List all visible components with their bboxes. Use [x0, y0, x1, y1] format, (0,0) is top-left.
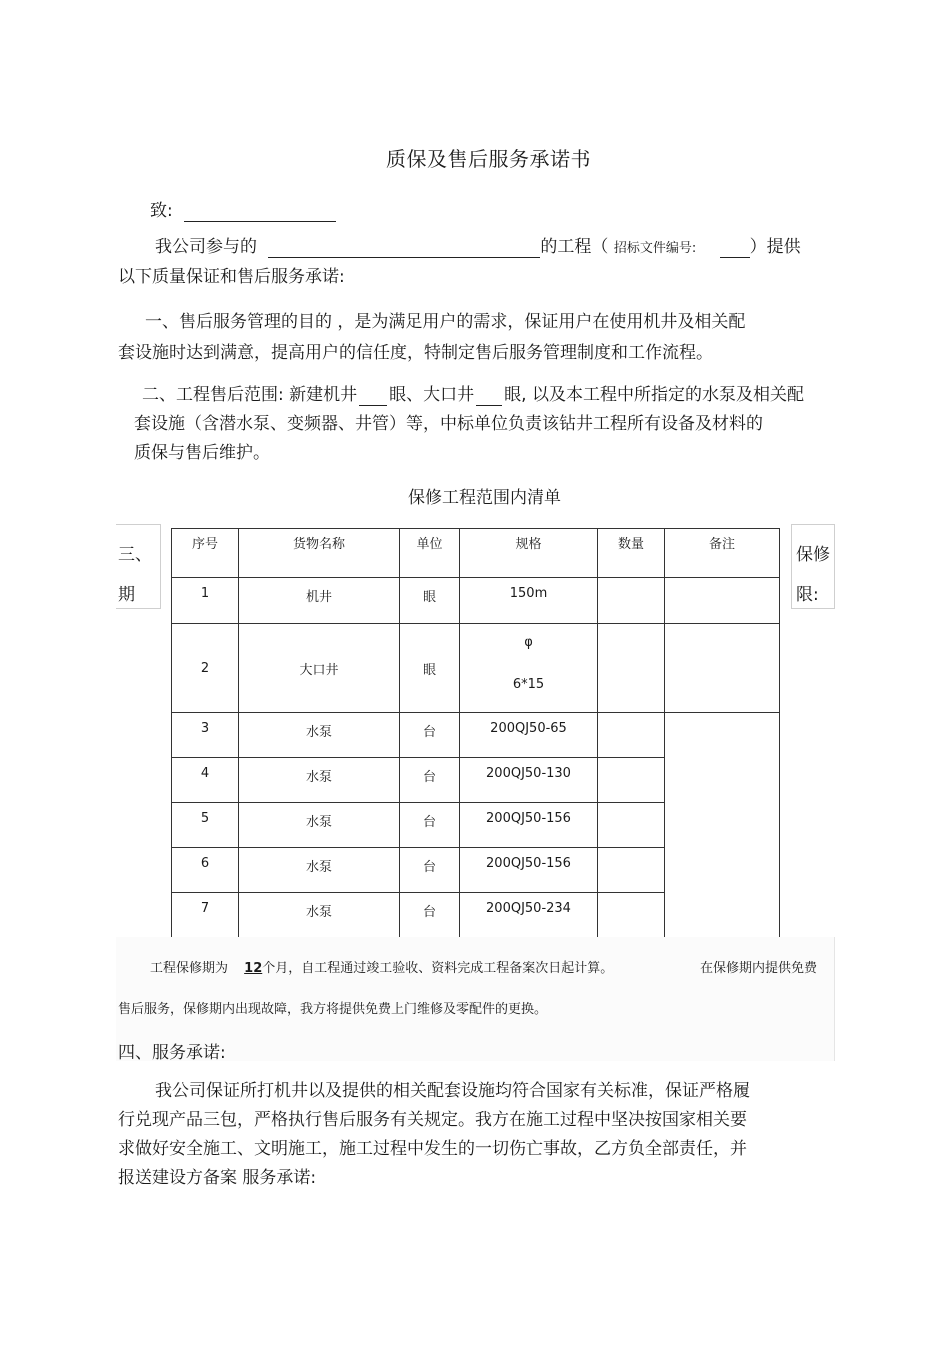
section4-line-3: 求做好安全施工、文明施工，施工过程中发生的一切伤亡事故，乙方负全部责任，并: [118, 1139, 747, 1159]
cell-name: 水泵: [239, 713, 400, 758]
warranty-months: 12: [244, 961, 263, 976]
cell-qty[interactable]: [598, 624, 665, 713]
cell-unit: 眼: [400, 578, 460, 624]
section2-text-a: 二、工程售后范围: 新建机井: [142, 385, 358, 405]
section2-text-b: 眼、大口井: [389, 385, 475, 405]
table-title: 保修工程范围内清单: [408, 488, 561, 508]
cell-qty[interactable]: [598, 713, 665, 758]
cell-remark-merged[interactable]: [665, 713, 780, 938]
cell-no: 4: [172, 758, 239, 803]
spec-diameter-symbol: φ: [524, 635, 533, 650]
cell-qty[interactable]: [598, 848, 665, 893]
cell-qty[interactable]: [598, 893, 665, 938]
header-unit: 单位: [400, 529, 460, 578]
section4-line-1: 我公司保证所打机井以及提供的相关配套设施均符合国家有关标准，保证严格履: [155, 1081, 750, 1101]
cell-qty[interactable]: [598, 578, 665, 624]
warranty-items-table: [171, 528, 780, 938]
warranty-line-2: 售后服务，保修期内出现故障，我方将提供免费上门维修及零配件的更换。: [118, 1002, 548, 1017]
warranty-suffix: 个月，自工程通过竣工验收、资料完成工程备案次日起计算。: [262, 961, 614, 976]
project-name-blank[interactable]: [268, 237, 540, 258]
intro-prefix: 我公司参与的: [155, 237, 257, 257]
cell-no: 3: [172, 713, 239, 758]
table-row: [172, 713, 780, 758]
cell-remark[interactable]: [665, 578, 780, 624]
cell-spec: 200QJ50-65: [460, 713, 598, 758]
intro-suffix: 的工程（: [540, 237, 609, 257]
warranty-right: 在保修期内提供免费: [700, 961, 818, 976]
section2-line-1: [142, 380, 804, 406]
section4-heading: 四、服务承诺:: [118, 1043, 226, 1063]
cell-name: 水泵: [239, 803, 400, 848]
section2-line-2: 套设施（含潜水泵、变频器、井管）等，中标单位负责该钻井工程所有设备及材料的: [134, 414, 763, 434]
cell-no: 6: [172, 848, 239, 893]
cell-unit: 台: [400, 713, 460, 758]
section4-line-4: 报送建设方备案 服务承诺:: [118, 1168, 317, 1188]
side-left-1: 三、: [118, 545, 152, 565]
cell-unit: 台: [400, 803, 460, 848]
side-right-2: 限:: [796, 585, 819, 605]
section1-line-1: 一、售后服务管理的目的 ，是为满足用户的需求，保证用户在使用机井及相关配: [145, 312, 746, 332]
warranty-line-1: [150, 957, 613, 976]
section1-line-2: 套设施时达到满意，提高用户的信任度，特制定售后服务管理制度和工作流程。: [118, 343, 713, 363]
table-row: [172, 578, 780, 624]
cell-unit: 台: [400, 893, 460, 938]
header-name: 货物名称: [239, 529, 400, 578]
cell-spec: 200QJ50-156: [460, 803, 598, 848]
intro-close: ）提供: [749, 237, 801, 257]
header-spec: 规格: [460, 529, 598, 578]
cell-qty[interactable]: [598, 803, 665, 848]
bid-number-label: 招标文件编号:: [613, 241, 697, 256]
cell-no: 2: [172, 624, 239, 713]
table-row: [172, 624, 780, 713]
cell-spec: [460, 624, 598, 713]
cell-name: 大口井: [239, 624, 400, 713]
cell-remark[interactable]: [665, 624, 780, 713]
table-header-row: [172, 529, 780, 578]
recipient-blank[interactable]: [184, 201, 336, 222]
cell-name: 机井: [239, 578, 400, 624]
new-well-count-blank[interactable]: [359, 385, 387, 406]
section2-line-3: 质保与售后维护。: [134, 443, 270, 463]
cell-spec: 200QJ50-234: [460, 893, 598, 938]
cell-no: 1: [172, 578, 239, 624]
header-no: 序号: [172, 529, 239, 578]
section2-text-c: 眼, 以及本工程中所指定的水泵及相关配: [504, 385, 804, 405]
intro-line-1: [155, 232, 801, 258]
spec-dimensions: 6*15: [512, 677, 545, 692]
cell-unit: 台: [400, 758, 460, 803]
cell-name: 水泵: [239, 893, 400, 938]
cell-spec: 200QJ50-130: [460, 758, 598, 803]
bid-number-blank[interactable]: [720, 237, 750, 258]
to-label: 致:: [150, 201, 173, 221]
cell-name: 水泵: [239, 758, 400, 803]
cell-spec: 150m: [460, 578, 598, 624]
cell-qty[interactable]: [598, 758, 665, 803]
intro-line-2: 以下质量保证和售后服务承诺:: [118, 267, 345, 287]
cell-name: 水泵: [239, 848, 400, 893]
cell-no: 7: [172, 893, 239, 938]
side-right-1: 保修: [796, 545, 830, 565]
recipient-line: [150, 196, 336, 222]
large-well-count-blank[interactable]: [476, 385, 502, 406]
cell-unit: 眼: [400, 624, 460, 713]
header-qty: 数量: [598, 529, 665, 578]
document-title: 质保及售后服务承诺书: [386, 147, 591, 171]
cell-no: 5: [172, 803, 239, 848]
header-remark: 备注: [665, 529, 780, 578]
cell-unit: 台: [400, 848, 460, 893]
warranty-prefix: 工程保修期为: [150, 961, 229, 976]
side-left-2: 期: [118, 585, 135, 605]
cell-spec: 200QJ50-156: [460, 848, 598, 893]
section4-line-2: 行兑现产品三包，严格执行售后服务有关规定。我方在施工过程中坚决按国家相关要: [118, 1110, 747, 1130]
